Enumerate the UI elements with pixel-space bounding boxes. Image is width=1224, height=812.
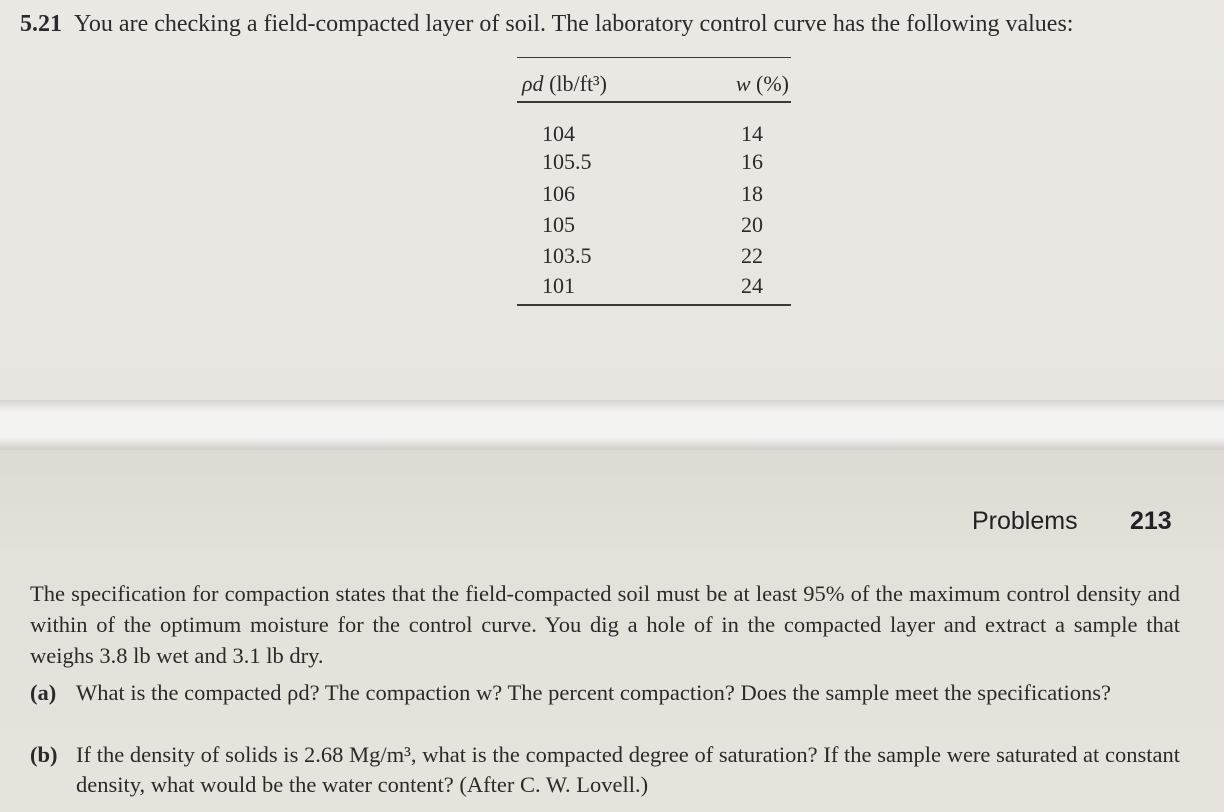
- table-top-rule: [517, 57, 791, 58]
- header-density-unit: (lb/ft³): [543, 71, 607, 96]
- header-water: [736, 71, 789, 97]
- table-header-rule: [517, 101, 791, 103]
- page-number: 213: [1130, 507, 1172, 535]
- question-a-label: (a): [30, 680, 57, 705]
- water-cell: 18: [741, 181, 763, 206]
- density-cell: 101: [542, 273, 575, 298]
- header-water-symbol: w: [735, 71, 751, 96]
- water-cell: 14: [741, 121, 763, 146]
- density-cell: 104: [542, 121, 575, 146]
- question-b-text: If the density of solids is 2.68 Mg/m³, what is the compacted degree of saturation? If the sample were saturated at constant density, what would be the water content? (After C. W. Lovell.): [76, 742, 1180, 797]
- specification-paragraph: The specification for compaction states that the field-compacted soil must be at least 95% of the maximum control density and within of the optimum moisture for the control curve. You dig a hole of in the compacted layer and extract a sample that weighs 3.8 lb wet and 3.1 lb dry.: [30, 581, 1180, 668]
- header-density-symbol: ρd: [522, 71, 544, 96]
- header-density: [522, 71, 607, 97]
- density-cell: 105: [542, 212, 575, 237]
- question-a-text: What is the compacted ρd? The compaction w? The percent compaction? Does the sample meet the specifications?: [76, 680, 1111, 705]
- header-water-unit: (%): [750, 71, 789, 96]
- problem-number: 5.21: [20, 11, 62, 37]
- water-cell: 24: [741, 273, 763, 298]
- running-head-title: Problems: [972, 507, 1078, 535]
- table-bottom-rule: [517, 304, 791, 306]
- upper-page: [0, 0, 1224, 400]
- water-cell: 16: [741, 149, 763, 174]
- density-cell: 103.5: [542, 243, 592, 268]
- density-cell: 105.5: [542, 149, 592, 174]
- problem-text: You are checking a field-compacted layer of soil. The laboratory control curve has the following values:: [74, 11, 1074, 37]
- problem-statement: [20, 11, 1210, 38]
- water-cell: 22: [741, 243, 763, 268]
- water-cell: 20: [741, 212, 763, 237]
- page-gap: [0, 400, 1224, 450]
- question-b-label: (b): [30, 742, 58, 767]
- density-cell: 106: [542, 181, 575, 206]
